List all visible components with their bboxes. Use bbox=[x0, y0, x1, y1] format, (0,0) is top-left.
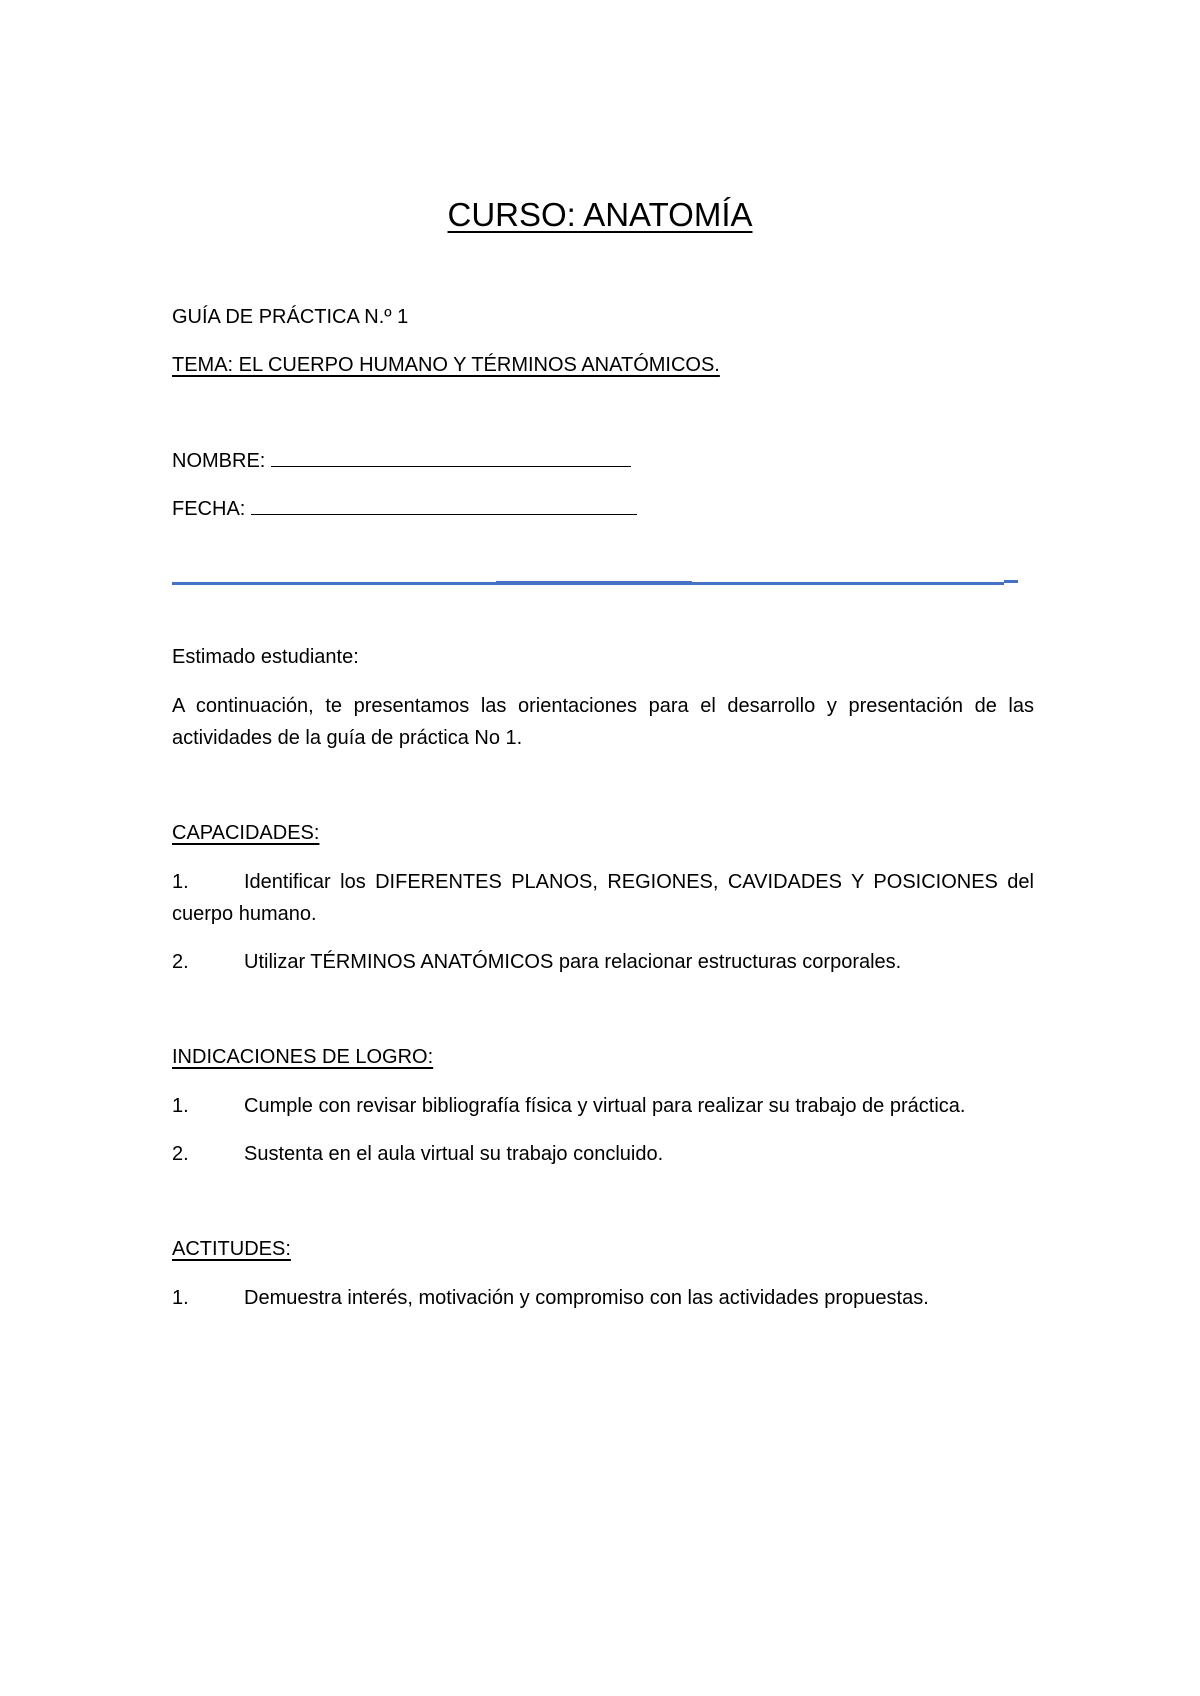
item-number: 2. bbox=[172, 951, 189, 973]
guide-label: GUÍA DE PRÁCTICA N.º 1 bbox=[172, 306, 409, 328]
capacidades-item bbox=[172, 946, 1034, 978]
capacidades-item bbox=[172, 866, 1034, 930]
item-text: Identificar los DIFERENTES PLANOS, REGIONES, CAVIDADES Y POSICIONES del cuerpo humano. bbox=[172, 871, 1034, 925]
item-text: Cumple con revisar bibliografía física y virtual para realizar su trabajo de práctica. bbox=[244, 1095, 966, 1117]
date-field-row bbox=[172, 498, 637, 521]
actitudes-item bbox=[172, 1282, 1034, 1314]
item-number: 1. bbox=[172, 871, 189, 893]
name-field-row bbox=[172, 450, 631, 473]
divider-segment-4 bbox=[1004, 580, 1018, 583]
item-number: 1. bbox=[172, 1095, 189, 1117]
greeting: Estimado estudiante: bbox=[172, 646, 359, 668]
divider-segment-1 bbox=[172, 582, 496, 585]
item-text: Demuestra interés, motivación y compromiso con las actividades propuestas. bbox=[244, 1287, 929, 1309]
date-field-label: FECHA: bbox=[172, 498, 246, 520]
logro-item bbox=[172, 1090, 1034, 1122]
page-title: CURSO: ANATOMÍA bbox=[447, 196, 753, 233]
actitudes-heading: ACTITUDES: bbox=[172, 1238, 291, 1260]
name-field-label: NOMBRE: bbox=[172, 450, 266, 472]
capacidades-heading: CAPACIDADES: bbox=[172, 822, 320, 844]
date-field[interactable] bbox=[251, 513, 637, 515]
divider-segment-3 bbox=[692, 582, 1004, 585]
logro-heading: INDICACIONES DE LOGRO: bbox=[172, 1046, 434, 1068]
divider-segment-2 bbox=[496, 581, 692, 585]
intro-paragraph: A continuación, te presentamos las orientaciones para el desarrollo y presentación de las actividades de la guía de práctica No 1. bbox=[172, 695, 1034, 749]
logro-item bbox=[172, 1138, 1034, 1170]
item-text: Utilizar TÉRMINOS ANATÓMICOS para relacionar estructuras corporales. bbox=[244, 951, 902, 973]
topic-heading: TEMA: EL CUERPO HUMANO Y TÉRMINOS ANATÓMICOS. bbox=[172, 354, 720, 376]
name-field[interactable] bbox=[271, 465, 631, 467]
item-text: Sustenta en el aula virtual su trabajo concluido. bbox=[244, 1143, 664, 1165]
item-number: 1. bbox=[172, 1287, 189, 1309]
item-number: 2. bbox=[172, 1143, 189, 1165]
